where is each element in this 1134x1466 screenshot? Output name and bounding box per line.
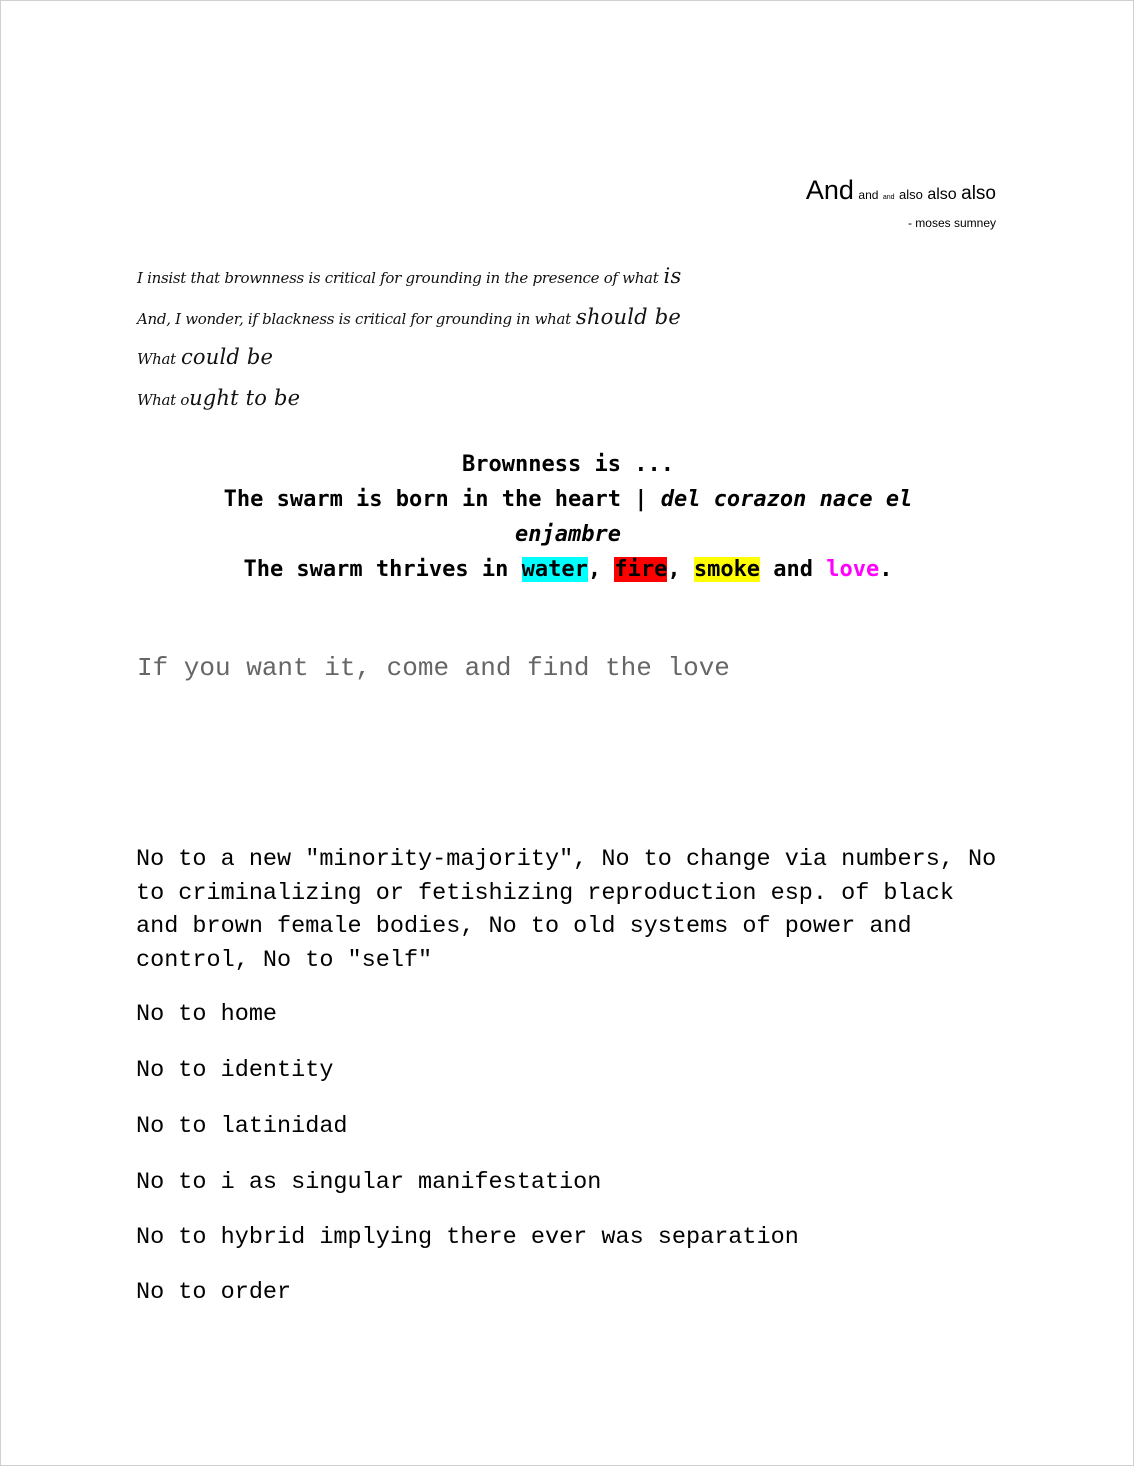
no-paragraph: No to a new "minority-majority", No to change via numbers, No to criminalizing or fetishizing reproduction esp. of black and brown female bodies, No to old systems of power and control, No to "self" bbox=[136, 846, 997, 974]
heading-spanish: del corazon nace el enjambre bbox=[515, 487, 913, 547]
handwritten-line-3 bbox=[137, 345, 273, 369]
epigraph-word: and bbox=[882, 194, 895, 201]
handwritten-emphasis: should be bbox=[575, 305, 681, 329]
and-word: and bbox=[760, 557, 827, 582]
no-line: No to latinidad bbox=[136, 1113, 348, 1140]
love-word: love bbox=[826, 557, 880, 582]
heading-line-1: Brownness is ... bbox=[462, 452, 674, 477]
separator: , bbox=[667, 557, 694, 582]
period: . bbox=[879, 557, 893, 582]
brownness-heading bbox=[186, 447, 950, 587]
no-line: No to order bbox=[136, 1279, 292, 1306]
epigraph-attribution: - moses sumney bbox=[907, 216, 996, 230]
handwritten-text: I insist that brownness is critical for grounding in the presence of what bbox=[137, 269, 659, 287]
handwritten-emphasis: ught to be bbox=[189, 386, 301, 410]
handwritten-line-2 bbox=[137, 305, 681, 329]
no-line: No to i as singular manifestation bbox=[136, 1169, 602, 1196]
find-the-love-line: If you want it, come and find the love bbox=[137, 653, 730, 683]
epigraph bbox=[806, 173, 996, 230]
fire-highlight: fire bbox=[614, 557, 668, 582]
handwritten-line-4 bbox=[137, 386, 300, 410]
handwritten-text: And, I wonder, if blackness is critical for grounding in what bbox=[137, 310, 571, 328]
no-line: No to identity bbox=[136, 1057, 334, 1084]
handwritten-text: What bbox=[137, 350, 176, 368]
epigraph-word: also bbox=[961, 183, 996, 204]
heading-line-2 bbox=[186, 482, 950, 552]
water-highlight: water bbox=[521, 557, 588, 582]
handwritten-line-1 bbox=[137, 264, 681, 288]
heading-prefix: The swarm thrives in bbox=[243, 557, 522, 582]
smoke-highlight: smoke bbox=[693, 557, 761, 582]
epigraph-word: also bbox=[927, 186, 957, 203]
handwritten-emphasis: is bbox=[663, 264, 682, 288]
epigraph-word: also bbox=[899, 187, 923, 202]
separator: , bbox=[587, 557, 615, 582]
no-line: No to hybrid implying there ever was separation bbox=[136, 1224, 799, 1251]
handwritten-emphasis: could be bbox=[180, 345, 274, 369]
handwritten-text: What o bbox=[137, 391, 190, 409]
epigraph-word: And bbox=[805, 175, 854, 205]
heading-line-3 bbox=[186, 552, 950, 587]
epigraph-word: and bbox=[858, 188, 879, 202]
heading-english: The swarm is born in the heart | bbox=[223, 487, 661, 512]
epigraph-line bbox=[806, 173, 996, 215]
no-line: No to home bbox=[136, 1001, 278, 1028]
